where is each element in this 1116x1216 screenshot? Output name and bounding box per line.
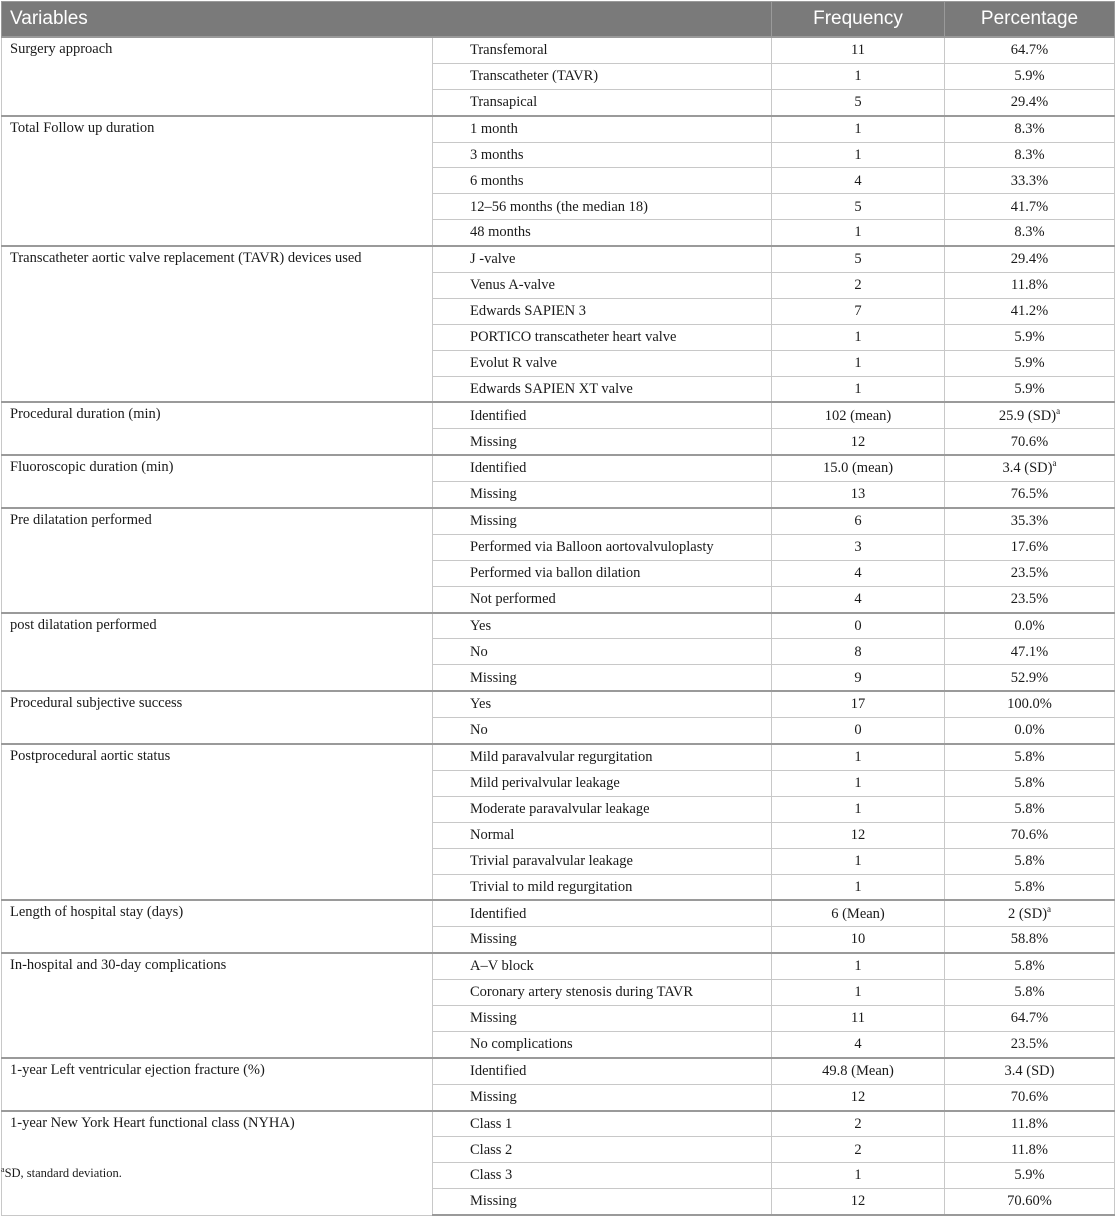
frequency-cell: 1 <box>772 350 945 376</box>
category-cell: Mild perivalvular leakage <box>433 770 772 796</box>
percentage-cell <box>945 429 1115 455</box>
category-cell: 6 months <box>433 168 772 194</box>
variable-cell: Length of hospital stay (days) <box>2 900 433 953</box>
category-cell: Missing <box>433 429 772 455</box>
variable-cell: Total Follow up duration <box>2 116 433 246</box>
variable-cell: Transcatheter aortic valve replacement (TAVR) devices used <box>2 246 433 402</box>
frequency-cell: 7 <box>772 298 945 324</box>
category-cell: Yes <box>433 613 772 639</box>
percentage-value: 17.6% <box>1010 539 1049 556</box>
percentage-cell <box>945 350 1115 376</box>
percentage-cell <box>945 848 1115 874</box>
variable-cell: Procedural duration (min) <box>2 402 433 455</box>
percentage-value: 8.3% <box>1014 120 1045 137</box>
category-cell: Performed via Balloon aortovalvuloplasty <box>433 534 772 560</box>
category-cell: Transcatheter (TAVR) <box>433 63 772 89</box>
footnote-text: SD, standard deviation. <box>4 1166 122 1180</box>
percentage-cell <box>945 586 1115 612</box>
frequency-cell: 49.8 (Mean) <box>772 1058 945 1084</box>
percentage-cell <box>945 455 1115 481</box>
percentage-cell <box>945 1031 1115 1057</box>
percentage-cell <box>945 770 1115 796</box>
percentage-value: 5.8% <box>1014 749 1045 766</box>
percentage-cell <box>945 822 1115 848</box>
category-cell: Class 2 <box>433 1137 772 1163</box>
frequency-cell: 1 <box>772 980 945 1006</box>
percentage-value: 70.60% <box>1007 1193 1052 1210</box>
percentage-value: 5.8% <box>1014 775 1045 792</box>
category-cell: Trivial to mild regurgitation <box>433 874 772 900</box>
frequency-cell: 102 (mean) <box>772 402 945 428</box>
category-cell: Normal <box>433 822 772 848</box>
frequency-cell: 2 <box>772 1111 945 1137</box>
frequency-cell: 12 <box>772 1189 945 1215</box>
percentage-cell <box>945 953 1115 979</box>
percentage-value: 29.4% <box>1010 93 1049 110</box>
percentage-value: 5.9% <box>1014 380 1045 397</box>
percentage-value: 11.8% <box>1011 1141 1048 1158</box>
percentage-cell <box>945 560 1115 586</box>
frequency-cell: 1 <box>772 142 945 168</box>
category-cell: Missing <box>433 1189 772 1215</box>
variable-cell: 1-year New York Heart functional class (NYHA) <box>2 1111 433 1216</box>
percentage-cell <box>945 324 1115 350</box>
percentage-value: 11.8% <box>1011 1115 1048 1132</box>
category-cell: Transfemoral <box>433 37 772 63</box>
frequency-cell: 11 <box>772 37 945 63</box>
frequency-cell: 1 <box>772 848 945 874</box>
variable-cell: Procedural subjective success <box>2 691 433 744</box>
footnote-marker: a <box>1 1164 5 1174</box>
frequency-cell: 6 <box>772 508 945 534</box>
percentage-cell <box>945 665 1115 691</box>
table-row <box>2 900 1115 926</box>
percentage-cell <box>945 1084 1115 1110</box>
percentage-cell <box>945 89 1115 115</box>
percentage-cell <box>945 37 1115 63</box>
frequency-cell: 17 <box>772 691 945 717</box>
table-row <box>2 613 1115 639</box>
percentage-cell <box>945 980 1115 1006</box>
category-cell: Missing <box>433 1084 772 1110</box>
percentage-value: 23.5% <box>1010 565 1049 581</box>
table-row <box>2 37 1115 63</box>
footnote-reference: a <box>1047 903 1052 914</box>
percentage-value: 2 (SD) <box>1007 905 1048 922</box>
category-cell: Class 1 <box>433 1111 772 1137</box>
percentage-cell <box>945 718 1115 744</box>
frequency-cell: 9 <box>772 665 945 691</box>
frequency-cell: 11 <box>772 1005 945 1031</box>
table-row <box>2 691 1115 717</box>
percentage-value: 11.8% <box>1011 277 1048 294</box>
percentage-value: 47.1% <box>1010 643 1049 660</box>
percentage-value: 5.8% <box>1014 878 1045 895</box>
frequency-cell: 5 <box>772 246 945 272</box>
table-row <box>2 116 1115 142</box>
category-cell: J -valve <box>433 246 772 272</box>
percentage-value: 5.8% <box>1014 984 1045 1001</box>
frequency-cell: 12 <box>772 1084 945 1110</box>
category-cell: Venus A-valve <box>433 273 772 299</box>
category-cell: Moderate paravalvular leakage <box>433 796 772 822</box>
category-cell: Class 3 <box>433 1163 772 1189</box>
frequency-cell: 1 <box>772 63 945 89</box>
percentage-cell <box>945 927 1115 953</box>
percentage-value: 3.4 (SD) <box>1002 460 1053 477</box>
header-variables: Variables <box>2 2 772 38</box>
table-row <box>2 744 1115 770</box>
category-cell: Yes <box>433 691 772 717</box>
frequency-cell: 6 (Mean) <box>772 900 945 926</box>
percentage-cell <box>945 534 1115 560</box>
percentage-cell <box>945 874 1115 900</box>
category-cell: Identified <box>433 900 772 926</box>
frequency-cell: 2 <box>772 273 945 299</box>
results-table <box>1 1 1115 1216</box>
category-cell: 1 month <box>433 116 772 142</box>
category-cell: Trivial paravalvular leakage <box>433 848 772 874</box>
frequency-cell: 1 <box>772 324 945 350</box>
percentage-value: 5.9% <box>1014 68 1045 85</box>
percentage-cell <box>945 1137 1115 1163</box>
frequency-cell: 1 <box>772 1163 945 1189</box>
percentage-value: 8.3% <box>1014 224 1045 241</box>
category-cell: Missing <box>433 927 772 953</box>
percentage-value: 0.0% <box>1014 722 1045 739</box>
percentage-value: 33.3% <box>1010 172 1049 189</box>
frequency-cell: 5 <box>772 194 945 220</box>
category-cell: A–V block <box>433 953 772 979</box>
header-percentage: Percentage <box>945 2 1115 38</box>
percentage-cell <box>945 116 1115 142</box>
frequency-cell: 13 <box>772 482 945 508</box>
percentage-value: 100.0% <box>1007 696 1052 713</box>
variable-cell: 1-year Left ventricular ejection fracture (%) <box>2 1058 433 1111</box>
table-row <box>2 508 1115 534</box>
percentage-cell <box>945 402 1115 428</box>
percentage-cell <box>945 168 1115 194</box>
table-row <box>2 1111 1115 1137</box>
percentage-cell <box>945 613 1115 639</box>
percentage-cell <box>945 1189 1115 1215</box>
frequency-cell: 1 <box>772 376 945 402</box>
percentage-value: 64.7% <box>1010 42 1049 59</box>
table-row <box>2 953 1115 979</box>
frequency-cell: 1 <box>772 953 945 979</box>
percentage-value: 5.8% <box>1014 852 1045 869</box>
category-cell: Evolut R valve <box>433 350 772 376</box>
category-cell: 12–56 months (the median 18) <box>433 194 772 220</box>
frequency-cell: 1 <box>772 874 945 900</box>
percentage-value: 5.9% <box>1014 1167 1045 1184</box>
footnote-reference: a <box>1056 405 1061 416</box>
percentage-cell <box>945 1058 1115 1084</box>
frequency-cell: 2 <box>772 1137 945 1163</box>
percentage-cell <box>945 1111 1115 1137</box>
percentage-value: 41.2% <box>1010 303 1049 320</box>
percentage-cell <box>945 508 1115 534</box>
frequency-cell: 0 <box>772 718 945 744</box>
percentage-value: 23.5% <box>1010 590 1049 607</box>
percentage-value: 3.4 (SD) <box>1004 1062 1055 1079</box>
frequency-cell: 15.0 (mean) <box>772 455 945 481</box>
frequency-cell: 1 <box>772 770 945 796</box>
percentage-value: 70.6% <box>1010 433 1049 450</box>
variable-cell: Surgery approach <box>2 37 433 116</box>
category-cell: Missing <box>433 482 772 508</box>
percentage-value: 29.4% <box>1010 251 1049 268</box>
frequency-cell: 4 <box>772 560 945 586</box>
category-cell: 48 months <box>433 220 772 246</box>
variable-cell: post dilatation performed <box>2 613 433 692</box>
percentage-value: 52.9% <box>1010 669 1049 686</box>
category-cell: No <box>433 718 772 744</box>
category-cell: Edwards SAPIEN XT valve <box>433 376 772 402</box>
category-cell: Identified <box>433 455 772 481</box>
percentage-cell <box>945 482 1115 508</box>
frequency-cell: 0 <box>772 613 945 639</box>
percentage-value: 64.7% <box>1010 1010 1049 1027</box>
percentage-value: 23.5% <box>1010 1036 1049 1053</box>
percentage-value: 5.9% <box>1014 354 1045 371</box>
percentage-value: 25.9 (SD) <box>998 407 1057 424</box>
category-cell: Identified <box>433 402 772 428</box>
percentage-cell <box>945 194 1115 220</box>
table-row <box>2 1058 1115 1084</box>
percentage-value: 35.3% <box>1010 513 1049 530</box>
percentage-cell <box>945 376 1115 402</box>
frequency-cell: 4 <box>772 168 945 194</box>
percentage-cell <box>945 246 1115 272</box>
category-cell: Transapical <box>433 89 772 115</box>
category-cell: Missing <box>433 508 772 534</box>
frequency-cell: 4 <box>772 1031 945 1057</box>
table-header <box>2 2 1115 38</box>
percentage-value: 5.8% <box>1014 958 1045 975</box>
frequency-cell: 8 <box>772 639 945 665</box>
frequency-cell: 1 <box>772 116 945 142</box>
percentage-cell <box>945 744 1115 770</box>
table-row <box>2 402 1115 428</box>
percentage-cell <box>945 63 1115 89</box>
percentage-cell <box>945 273 1115 299</box>
percentage-cell <box>945 639 1115 665</box>
percentage-cell <box>945 298 1115 324</box>
category-cell: Performed via ballon dilation <box>433 560 772 586</box>
percentage-value: 58.8% <box>1010 931 1049 948</box>
table-row <box>2 455 1115 481</box>
variable-cell: Postprocedural aortic status <box>2 744 433 900</box>
footnote-reference: a <box>1052 458 1057 469</box>
frequency-cell: 1 <box>772 220 945 246</box>
percentage-value: 70.6% <box>1010 1088 1049 1105</box>
frequency-cell: 1 <box>772 796 945 822</box>
percentage-cell <box>945 1005 1115 1031</box>
category-cell: PORTICO transcatheter heart valve <box>433 324 772 350</box>
percentage-cell <box>945 220 1115 246</box>
category-cell: Coronary artery stenosis during TAVR <box>433 980 772 1006</box>
category-cell: Mild paravalvular regurgitation <box>433 744 772 770</box>
frequency-cell: 12 <box>772 822 945 848</box>
category-cell: Edwards SAPIEN 3 <box>433 298 772 324</box>
category-cell: Not performed <box>433 586 772 612</box>
variable-cell: Fluoroscopic duration (min) <box>2 455 433 508</box>
percentage-value: 76.5% <box>1010 486 1049 503</box>
percentage-cell <box>945 142 1115 168</box>
header-row <box>2 2 1115 38</box>
percentage-cell <box>945 796 1115 822</box>
percentage-value: 5.8% <box>1014 801 1045 818</box>
table-body <box>2 37 1115 1215</box>
percentage-value: 8.3% <box>1014 146 1045 163</box>
percentage-cell <box>945 900 1115 926</box>
percentage-value: 5.9% <box>1014 328 1045 345</box>
category-cell: No complications <box>433 1031 772 1057</box>
category-cell: Missing <box>433 1005 772 1031</box>
category-cell: Identified <box>433 1058 772 1084</box>
table-row <box>2 246 1115 272</box>
frequency-cell: 12 <box>772 429 945 455</box>
frequency-cell: 4 <box>772 586 945 612</box>
frequency-cell: 3 <box>772 534 945 560</box>
frequency-cell: 5 <box>772 89 945 115</box>
percentage-value: 0.0% <box>1014 617 1045 634</box>
percentage-cell <box>945 691 1115 717</box>
category-cell: No <box>433 639 772 665</box>
percentage-value: 70.6% <box>1010 826 1049 843</box>
category-cell: Missing <box>433 665 772 691</box>
header-frequency: Frequency <box>772 2 945 38</box>
frequency-cell: 1 <box>772 744 945 770</box>
frequency-cell: 10 <box>772 927 945 953</box>
category-cell: 3 months <box>433 142 772 168</box>
footnote <box>1 1166 122 1181</box>
percentage-cell <box>945 1163 1115 1189</box>
variable-cell: In-hospital and 30-day complications <box>2 953 433 1058</box>
variable-cell: Pre dilatation performed <box>2 508 433 613</box>
percentage-value: 41.7% <box>1010 198 1049 215</box>
